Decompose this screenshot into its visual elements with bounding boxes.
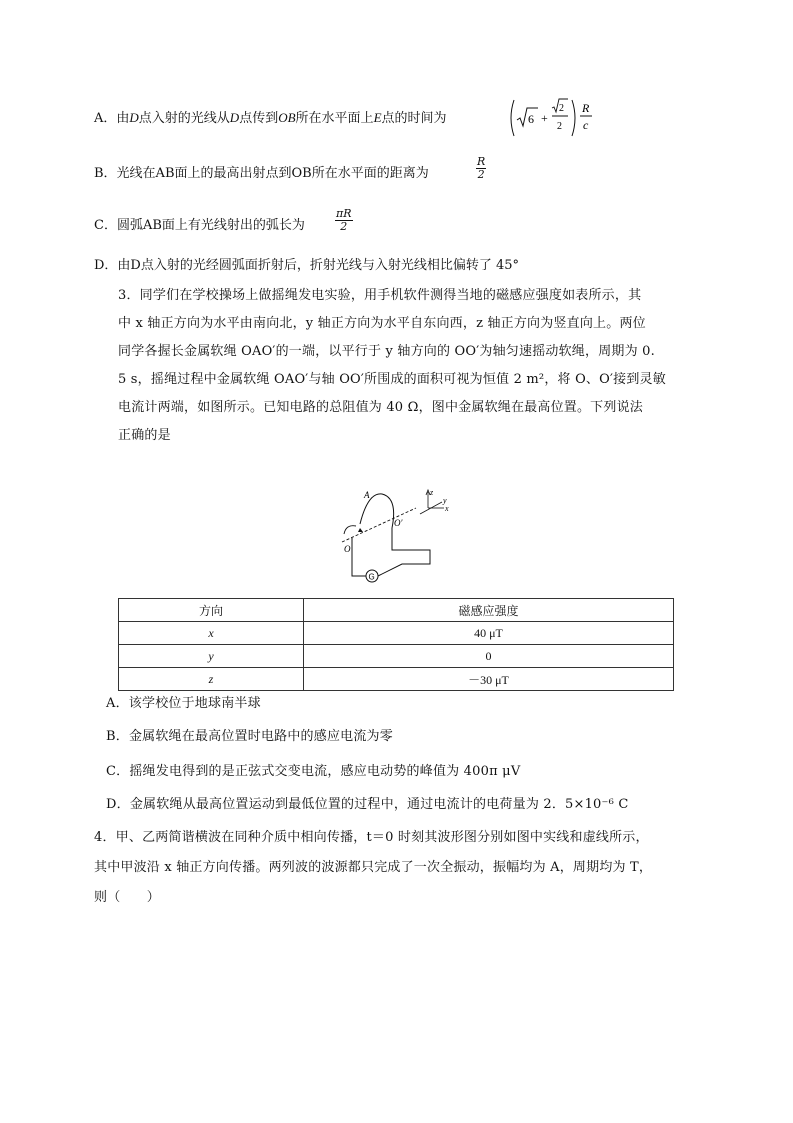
q3-option-c: C．摇绳发电得到的是正弦式交变电流，感应电动势的峰值为 400π μV [106, 764, 521, 779]
fraction-numerator: R [477, 155, 486, 168]
table-row [119, 645, 674, 668]
q3-option-a: A．该学校位于地球南半球 [106, 696, 261, 711]
point-d: D [129, 110, 139, 125]
table-header: 磁感应强度 [304, 599, 674, 622]
option-b-q2 [94, 164, 429, 184]
axis-x-label: x [445, 504, 449, 513]
q4-line-3: 则（ ） [94, 890, 161, 905]
option-c-fraction [335, 208, 353, 233]
option-a-prefix: A．由 [94, 111, 130, 126]
q3-line-5: 电流计两端，如图所示。已知电路的总阻值为 40 Ω，图中金属软绳在最高位置。下列说法 [118, 400, 643, 415]
option-c-text: C．圆弧AB面上有光线射出的弧长为 [94, 218, 305, 233]
q3-line-1: 3．同学们在学校操场上做摇绳发电实验，用手机软件测得当地的磁感应强度如表所示，其 [118, 288, 642, 303]
table-row [119, 668, 674, 691]
option-a-text1: 点入射的光线从 [138, 111, 230, 126]
option-b-text: B．光线在AB面上的最高出射点到OB所在水平面的距离为 [94, 166, 429, 181]
option-d-q2 [94, 256, 519, 276]
table-header: 方向 [119, 599, 304, 622]
option-d-text: D．由D点入射的光经圆弧面折射后，折射光线与入射光线相比偏转了 45° [94, 258, 520, 273]
point-o-label: O [344, 544, 351, 554]
option-a-text2: 点传到 [239, 111, 279, 126]
svg-text:2: 2 [559, 103, 564, 114]
option-a-formula [508, 96, 600, 140]
svg-text:2: 2 [557, 121, 562, 132]
q3-line-4: 5 s，摇绳过程中金属软绳 OAO′与轴 OO′所围成的面积可视为恒值 2 m²，将 O、O′接到灵敏 [118, 372, 666, 387]
table-header-row [119, 599, 674, 622]
table-cell: 40 μT [304, 622, 674, 645]
q3-line-6: 正确的是 [118, 428, 171, 443]
option-a-text3: 所在水平面上 [295, 111, 374, 126]
q4-line-2: 其中甲波沿 x 轴正方向传播。两列波的波源都只完成了一次全振动，振幅均为 A，周期均为 T， [94, 860, 653, 875]
table-cell: z [119, 668, 304, 691]
fraction-denominator: 2 [340, 220, 348, 233]
point-e: E [373, 110, 382, 125]
q3-option-b: B．金属软绳在最高位置时电路中的感应电流为零 [106, 729, 393, 744]
option-a-q2 [94, 108, 447, 129]
svg-text:6: 6 [528, 112, 534, 126]
svg-text:c: c [583, 118, 589, 132]
fraction-numerator: πR [336, 207, 352, 220]
table-cell: y [119, 645, 304, 668]
table-cell: x [119, 622, 304, 645]
option-a-text4: 点的时间为 [381, 111, 447, 126]
fraction-denominator: 2 [477, 168, 485, 181]
table-row [119, 622, 674, 645]
point-o-prime-label: O′ [394, 518, 403, 528]
option-c-q2 [94, 216, 305, 236]
q3-line-2: 中 x 轴正方向为水平由南向北，y 轴正方向为水平自东向西，z 轴正方向为竖直向上。两位 [118, 316, 646, 331]
table-cell: －30 μT [304, 668, 674, 691]
point-a-label: A [364, 490, 370, 500]
line-ob: OB [278, 110, 296, 125]
axis-z-label: z [430, 488, 434, 497]
q3-option-d: D．金属软绳从最高位置运动到最低位置的过程中，通过电流计的电荷量为 2．5×10⁻⁶ C [106, 797, 629, 812]
rope-generator-figure [330, 484, 460, 588]
q4-line-1: 4．甲、乙两简谐横波在同种介质中相向传播，t＝0 时刻其波形图分别如图中实线和虚线所示， [94, 830, 649, 845]
point-d2: D [229, 110, 240, 125]
axis-y-label: y [443, 496, 447, 505]
q3-line-3: 同学各握长金属软绳 OAO′的一端，以平行于 y 轴方向的 OO′为轴匀速摇动软绳，周期为 0. [118, 344, 655, 359]
svg-text:R: R [582, 101, 590, 115]
galvanometer-label: G [368, 572, 375, 582]
magnetic-field-table [118, 598, 674, 691]
table-cell: 0 [304, 645, 674, 668]
svg-text:+: + [541, 111, 548, 125]
option-b-fraction [476, 156, 486, 181]
